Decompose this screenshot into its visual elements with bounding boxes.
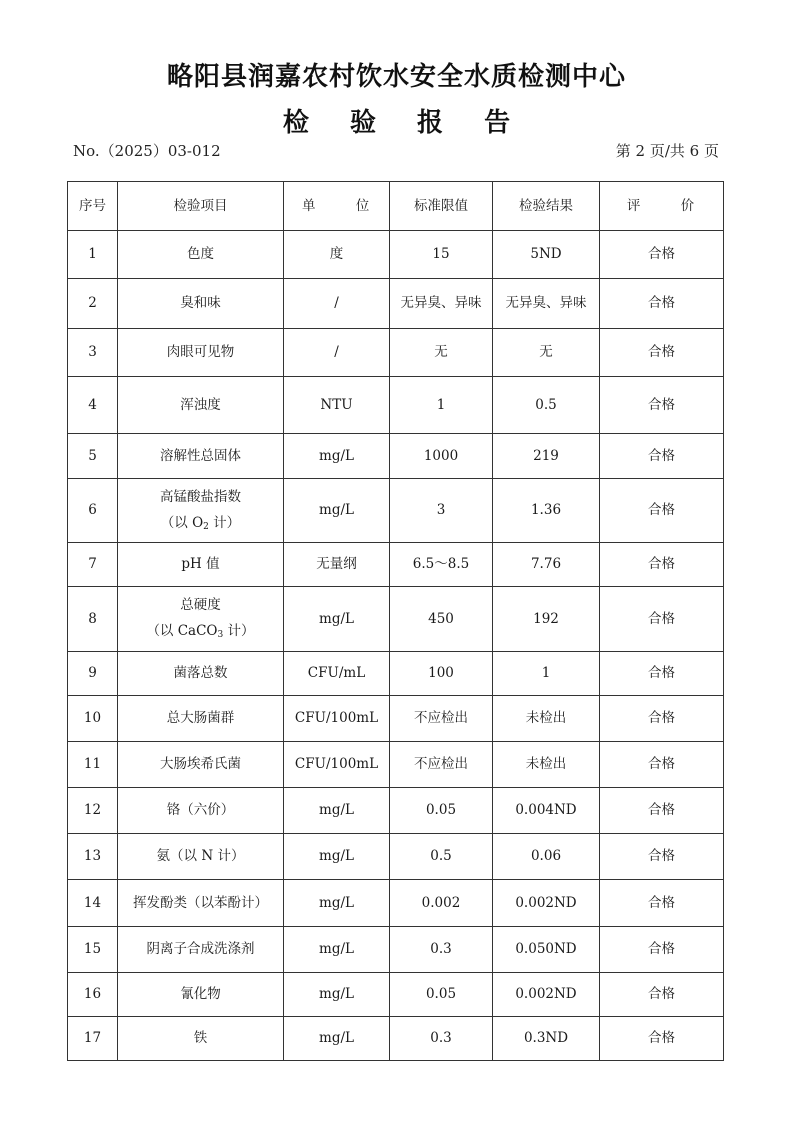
row-result: 0.06 bbox=[493, 834, 600, 880]
row-result: 无异臭、异味 bbox=[493, 279, 600, 329]
row-unit: 度 bbox=[284, 231, 390, 279]
row-eval: 合格 bbox=[600, 696, 724, 742]
row-unit: NTU bbox=[284, 377, 390, 434]
row-unit: mg/L bbox=[284, 587, 390, 652]
row-limit: 450 bbox=[390, 587, 493, 652]
table-row bbox=[68, 279, 724, 329]
table-body bbox=[68, 231, 724, 1061]
item-note-subscript: 2 bbox=[203, 521, 209, 532]
row-eval: 合格 bbox=[600, 329, 724, 377]
table-row bbox=[68, 1017, 724, 1061]
row-item: 氨（以 N 计） bbox=[118, 834, 284, 880]
row-item: pH 值 bbox=[118, 543, 284, 587]
table-row bbox=[68, 834, 724, 880]
row-no: 9 bbox=[68, 652, 118, 696]
row-no: 12 bbox=[68, 788, 118, 834]
table-row bbox=[68, 696, 724, 742]
header-item: 检验项目 bbox=[118, 182, 284, 231]
row-no: 7 bbox=[68, 543, 118, 587]
row-item: 阴离子合成洗涤剂 bbox=[118, 927, 284, 973]
row-result: 0.002ND bbox=[493, 880, 600, 927]
row-eval: 合格 bbox=[600, 652, 724, 696]
row-limit: 0.5 bbox=[390, 834, 493, 880]
page-indicator: 第 2 页/共 6 页 bbox=[615, 142, 719, 160]
row-no: 5 bbox=[68, 434, 118, 479]
row-item: 铁 bbox=[118, 1017, 284, 1061]
row-item: 浑浊度 bbox=[118, 377, 284, 434]
row-no: 3 bbox=[68, 329, 118, 377]
row-item bbox=[118, 587, 284, 652]
row-item: 铬（六价） bbox=[118, 788, 284, 834]
results-table bbox=[67, 181, 724, 1061]
item-note-suffix: 计） bbox=[208, 514, 241, 531]
row-item: 总大肠菌群 bbox=[118, 696, 284, 742]
item-note: （以 O bbox=[160, 514, 204, 531]
row-limit: 无异臭、异味 bbox=[390, 279, 493, 329]
row-unit: mg/L bbox=[284, 834, 390, 880]
row-item: 挥发酚类（以苯酚计） bbox=[118, 880, 284, 927]
header-unit: 单 位 bbox=[284, 182, 390, 231]
row-limit: 0.3 bbox=[390, 1017, 493, 1061]
row-eval: 合格 bbox=[600, 543, 724, 587]
row-result: 7.76 bbox=[493, 543, 600, 587]
row-result: 0.5 bbox=[493, 377, 600, 434]
row-item: 大肠埃希氏菌 bbox=[118, 742, 284, 788]
row-eval: 合格 bbox=[600, 788, 724, 834]
row-limit: 0.002 bbox=[390, 880, 493, 927]
row-eval: 合格 bbox=[600, 279, 724, 329]
row-limit: 无 bbox=[390, 329, 493, 377]
report-number: No.（2025）03-012 bbox=[73, 142, 221, 160]
row-unit: mg/L bbox=[284, 479, 390, 543]
row-result: 1 bbox=[493, 652, 600, 696]
row-eval: 合格 bbox=[600, 742, 724, 788]
row-item: 肉眼可见物 bbox=[118, 329, 284, 377]
row-no: 6 bbox=[68, 479, 118, 543]
row-unit: mg/L bbox=[284, 973, 390, 1017]
row-limit: 1 bbox=[390, 377, 493, 434]
row-eval: 合格 bbox=[600, 587, 724, 652]
row-eval: 合格 bbox=[600, 377, 724, 434]
row-result: 未检出 bbox=[493, 696, 600, 742]
item-note-suffix: 计） bbox=[223, 623, 255, 639]
row-unit: / bbox=[284, 279, 390, 329]
table-row bbox=[68, 927, 724, 973]
item-name: 总硬度 bbox=[180, 597, 221, 614]
row-limit: 0.3 bbox=[390, 927, 493, 973]
table-row bbox=[68, 788, 724, 834]
row-limit: 3 bbox=[390, 479, 493, 543]
row-unit: 无量纲 bbox=[284, 543, 390, 587]
row-limit: 15 bbox=[390, 231, 493, 279]
row-item: 色度 bbox=[118, 231, 284, 279]
row-limit: 6.5～8.5 bbox=[390, 543, 493, 587]
row-item: 菌落总数 bbox=[118, 652, 284, 696]
row-limit: 0.05 bbox=[390, 788, 493, 834]
table-row bbox=[68, 434, 724, 479]
row-result: 1.36 bbox=[493, 479, 600, 543]
row-eval: 合格 bbox=[600, 1017, 724, 1061]
row-result: 0.050ND bbox=[493, 927, 600, 973]
table-row bbox=[68, 587, 724, 652]
row-result: 未检出 bbox=[493, 742, 600, 788]
row-unit: mg/L bbox=[284, 927, 390, 973]
row-item: 氰化物 bbox=[118, 973, 284, 1017]
row-eval: 合格 bbox=[600, 834, 724, 880]
header-eval: 评 价 bbox=[600, 182, 724, 231]
item-note: （以 CaCO bbox=[146, 623, 218, 639]
header-result: 检验结果 bbox=[493, 182, 600, 231]
row-no: 13 bbox=[68, 834, 118, 880]
row-no: 8 bbox=[68, 587, 118, 652]
row-result: 0.004ND bbox=[493, 788, 600, 834]
row-unit: CFU/mL bbox=[284, 652, 390, 696]
table-row bbox=[68, 329, 724, 377]
row-no: 15 bbox=[68, 927, 118, 973]
row-limit: 不应检出 bbox=[390, 696, 493, 742]
row-unit: CFU/100mL bbox=[284, 742, 390, 788]
item-note-subscript: 3 bbox=[217, 630, 224, 640]
row-eval: 合格 bbox=[600, 434, 724, 479]
row-no: 11 bbox=[68, 742, 118, 788]
table-row bbox=[68, 973, 724, 1017]
table-row bbox=[68, 880, 724, 927]
row-eval: 合格 bbox=[600, 973, 724, 1017]
row-item: 臭和味 bbox=[118, 279, 284, 329]
row-item: 溶解性总固体 bbox=[118, 434, 284, 479]
row-eval: 合格 bbox=[600, 927, 724, 973]
table-row bbox=[68, 231, 724, 279]
row-item bbox=[118, 479, 284, 543]
row-limit: 不应检出 bbox=[390, 742, 493, 788]
table-header-row bbox=[68, 182, 724, 231]
row-eval: 合格 bbox=[600, 479, 724, 543]
row-result: 0.002ND bbox=[493, 973, 600, 1017]
row-result: 0.3ND bbox=[493, 1017, 600, 1061]
row-no: 14 bbox=[68, 880, 118, 927]
table-row bbox=[68, 377, 724, 434]
row-result: 5ND bbox=[493, 231, 600, 279]
header-no: 序号 bbox=[68, 182, 118, 231]
table-row bbox=[68, 543, 724, 587]
table-row bbox=[68, 652, 724, 696]
row-unit: CFU/100mL bbox=[284, 696, 390, 742]
row-no: 17 bbox=[68, 1017, 118, 1061]
row-limit: 0.05 bbox=[390, 973, 493, 1017]
row-no: 1 bbox=[68, 231, 118, 279]
row-no: 16 bbox=[68, 973, 118, 1017]
row-no: 2 bbox=[68, 279, 118, 329]
table-row bbox=[68, 742, 724, 788]
table-row bbox=[68, 479, 724, 543]
row-unit: / bbox=[284, 329, 390, 377]
row-unit: mg/L bbox=[284, 788, 390, 834]
organization-title: 略阳县润嘉农村饮水安全水质检测中心 bbox=[166, 62, 626, 92]
row-no: 10 bbox=[68, 696, 118, 742]
row-result: 无 bbox=[493, 329, 600, 377]
row-unit: mg/L bbox=[284, 1017, 390, 1061]
row-unit: mg/L bbox=[284, 880, 390, 927]
row-eval: 合格 bbox=[600, 231, 724, 279]
row-result: 219 bbox=[493, 434, 600, 479]
document-type-title: 检 验 报 告 bbox=[282, 108, 527, 138]
row-result: 192 bbox=[493, 587, 600, 652]
row-limit: 1000 bbox=[390, 434, 493, 479]
row-unit: mg/L bbox=[284, 434, 390, 479]
row-eval: 合格 bbox=[600, 880, 724, 927]
header-limit: 标准限值 bbox=[390, 182, 493, 231]
row-limit: 100 bbox=[390, 652, 493, 696]
row-no: 4 bbox=[68, 377, 118, 434]
item-name: 高锰酸盐指数 bbox=[160, 488, 241, 505]
